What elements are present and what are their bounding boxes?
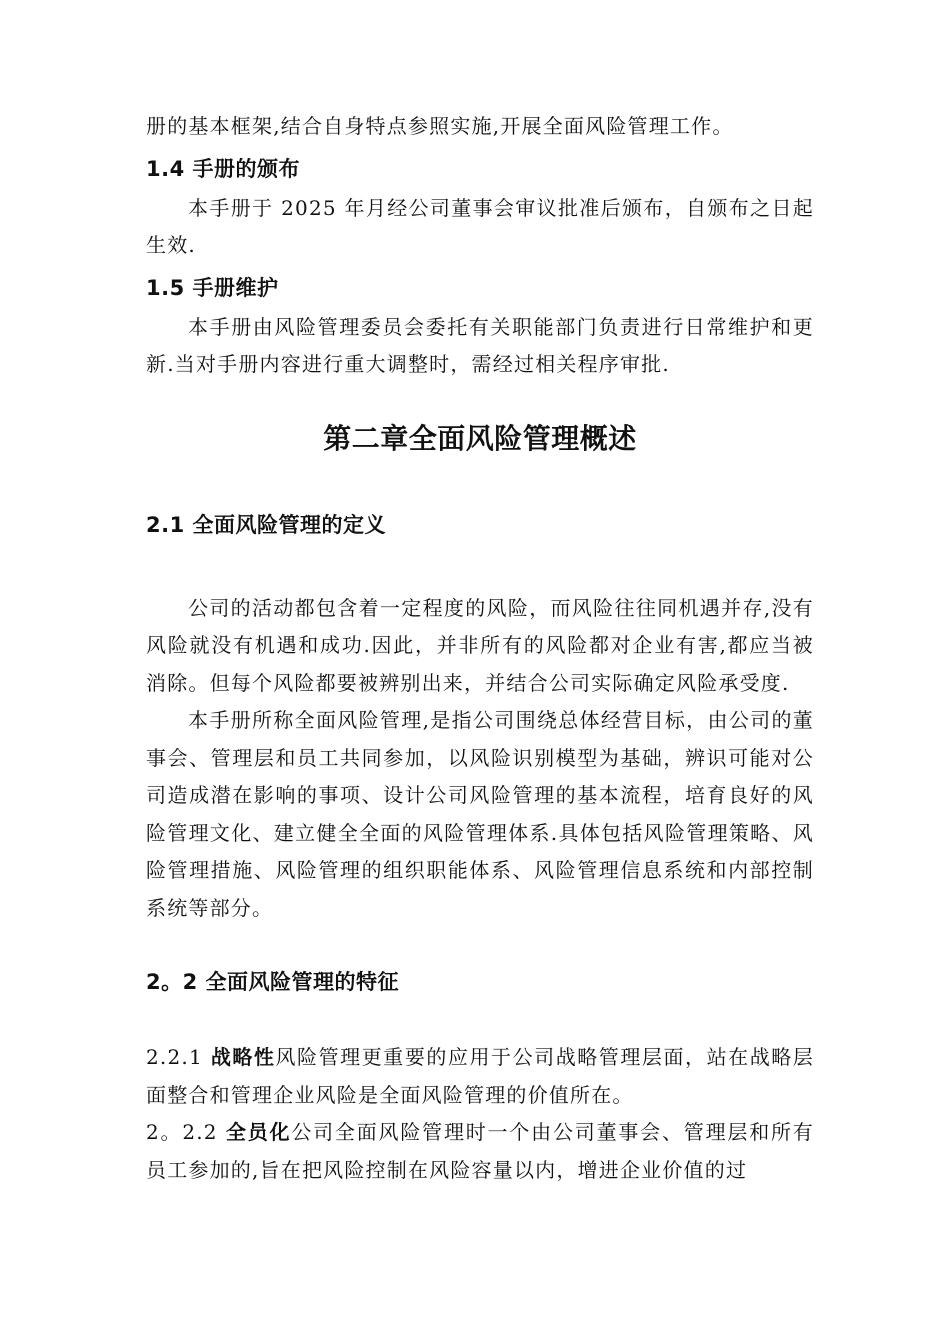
section-2-1-heading: 2.1 全面风险管理的定义 bbox=[146, 512, 387, 537]
section-2-2-heading: 2。2 全面风险管理的特征 bbox=[146, 970, 400, 994]
document-body bbox=[146, 108, 814, 1189]
section-2-1-paragraph-2: 本手册所称全面风险管理,是指公司围绕总体经营目标，由公司的董事会、管理层和员工共同参加，以风险识别模型为基础，辨识可能对公司造成潜在影响的事项、设计公司风险管理的基本流程，培育良好的风险管理文化、建立健全全面的风险管理体系.具体包括风险管理策略、风险管理措施、风险管理的组织职能体系、风险管理信息系统和内部控制系统等部分。 bbox=[146, 708, 814, 920]
item-2-2-2-text: 公司全面风险管理时一个由公司董事会、管理层和所有员工参加的,旨在把风险控制在风险容量以内，增进企业价值的过 bbox=[146, 1120, 814, 1182]
item-2-2-1-number: 2.2.1 bbox=[146, 1045, 211, 1069]
chapter-2-title: 第二章全面风险管理概述 bbox=[323, 421, 637, 455]
item-2-2-2 bbox=[146, 1114, 814, 1189]
section-1-4-paragraph: 本手册于 2025 年月经公司董事会审议批准后颁布，自颁布之日起生效. bbox=[146, 195, 814, 257]
item-2-2-1 bbox=[146, 1039, 814, 1114]
item-2-2-1-term: 战略性 bbox=[210, 1045, 276, 1069]
item-2-2-1-text: 风险管理更重要的应用于公司战略管理层面，站在战略层面整合和管理企业风险是全面风险管理的价值所在。 bbox=[146, 1045, 815, 1107]
intro-tail-paragraph: 册的基本框架,结合自身特点参照实施,开展全面风险管理工作。 bbox=[146, 114, 734, 138]
item-2-2-2-term: 全员化 bbox=[225, 1120, 292, 1144]
item-2-2-2-number: 2。2.2 bbox=[146, 1120, 226, 1144]
section-2-1-paragraph-1: 公司的活动都包含着一定程度的风险，而风险往往同机遇并存,没有风险就没有机遇和成功.因此，并非所有的风险都对企业有害,都应当被消除。但每个风险都要被辨别出来，并结合公司实际确定风险承受度. bbox=[146, 595, 814, 695]
section-1-5-paragraph: 本手册由风险管理委员会委托有关职能部门负责进行日常维护和更新.当对手册内容进行重大调整时，需经过相关程序审批. bbox=[146, 314, 814, 376]
section-1-4-heading: 1.4 手册的颁布 bbox=[146, 156, 301, 181]
section-1-5-heading: 1.5 手册维护 bbox=[146, 275, 279, 300]
